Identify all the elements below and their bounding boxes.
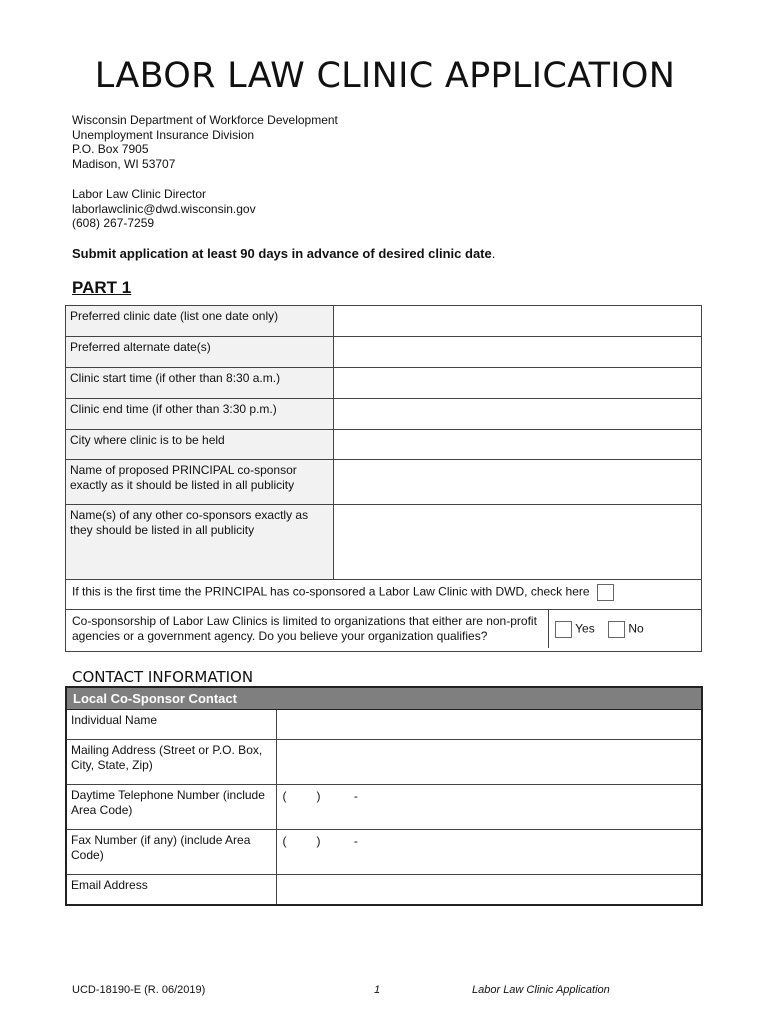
mailing-address-field[interactable]	[276, 740, 702, 785]
first-time-text: If this is the first time the PRINCIPAL has co-sponsored a Labor Law Clinic with DWD, check here	[72, 584, 590, 599]
row-label: Preferred alternate date(s)	[66, 337, 334, 368]
principal-cosponsor-field[interactable]	[334, 460, 702, 505]
alternate-date-field[interactable]	[334, 337, 702, 368]
part1-table	[65, 305, 702, 652]
address-line: P.O. Box 7905	[72, 142, 149, 157]
contact-table	[65, 686, 703, 906]
individual-name-field[interactable]	[276, 710, 702, 740]
row-label: Name of proposed PRINCIPAL co-sponsor exactly as it should be listed in all publicity	[66, 460, 334, 505]
contact-table-header: Local Co-Sponsor Contact	[66, 687, 702, 710]
yes-label: Yes	[575, 621, 595, 636]
page-number: 1	[374, 984, 381, 996]
row-label: City where clinic is to be held	[66, 430, 334, 460]
no-label: No	[628, 621, 644, 636]
form-id: UCD-18190-E (R. 06/2019)	[72, 984, 206, 996]
submit-notice: Submit application at least 90 days in advance of desired clinic date.	[72, 246, 496, 261]
no-checkbox[interactable]	[608, 621, 625, 638]
end-time-field[interactable]	[334, 399, 702, 430]
start-time-field[interactable]	[334, 368, 702, 399]
email-field[interactable]	[276, 875, 702, 905]
daytime-phone-label: Daytime Telephone Number (include Area Code)	[66, 785, 276, 830]
department-address	[72, 113, 338, 172]
row-label: Preferred clinic date (list one date only)	[66, 306, 334, 337]
qualify-options	[549, 610, 702, 648]
contact-phone: (608) 267-7259	[72, 216, 155, 231]
part1-heading: PART 1	[72, 278, 132, 297]
fax-field[interactable]: ( ) -	[276, 830, 702, 875]
contact-email: laborlawclinic@dwd.wisconsin.gov	[72, 201, 256, 216]
individual-name-label: Individual Name	[66, 710, 276, 740]
city-field[interactable]	[334, 430, 702, 460]
contact-info-heading: CONTACT INFORMATION	[72, 668, 254, 686]
mailing-address-label: Mailing Address (Street or P.O. Box, City, State, Zip)	[66, 740, 276, 785]
other-cosponsors-field[interactable]	[334, 505, 702, 580]
address-line: Wisconsin Department of Workforce Development	[72, 113, 338, 127]
footer-doc-title: Labor Law Clinic Application	[472, 984, 610, 996]
yes-checkbox[interactable]	[555, 621, 572, 638]
row-label: Clinic end time (if other than 3:30 p.m.)	[66, 399, 334, 430]
first-time-row	[66, 580, 702, 610]
contact-line: Labor Law Clinic Director	[72, 187, 207, 201]
email-label: Email Address	[66, 875, 276, 905]
fax-label: Fax Number (if any) (include Area Code)	[66, 830, 276, 875]
page-title: LABOR LAW CLINIC APPLICATION	[94, 56, 676, 96]
address-line: Madison, WI 53707	[72, 157, 176, 172]
address-line: Unemployment Insurance Division	[72, 127, 255, 142]
row-label: Clinic start time (if other than 8:30 a.m.)	[66, 368, 334, 399]
director-contact	[72, 187, 256, 231]
qualify-text: Co-sponsorship of Labor Law Clinics is limited to organizations that either are non-profit agencies or a government agency. Do you believe your organization qualifies?	[66, 610, 549, 648]
preferred-date-field[interactable]	[334, 306, 702, 337]
daytime-phone-field[interactable]: ( ) -	[276, 785, 702, 830]
row-label: Name(s) of any other co-sponsors exactly as they should be listed in all publicity	[66, 505, 334, 580]
qualify-row	[66, 610, 702, 652]
first-time-checkbox[interactable]	[597, 584, 614, 601]
